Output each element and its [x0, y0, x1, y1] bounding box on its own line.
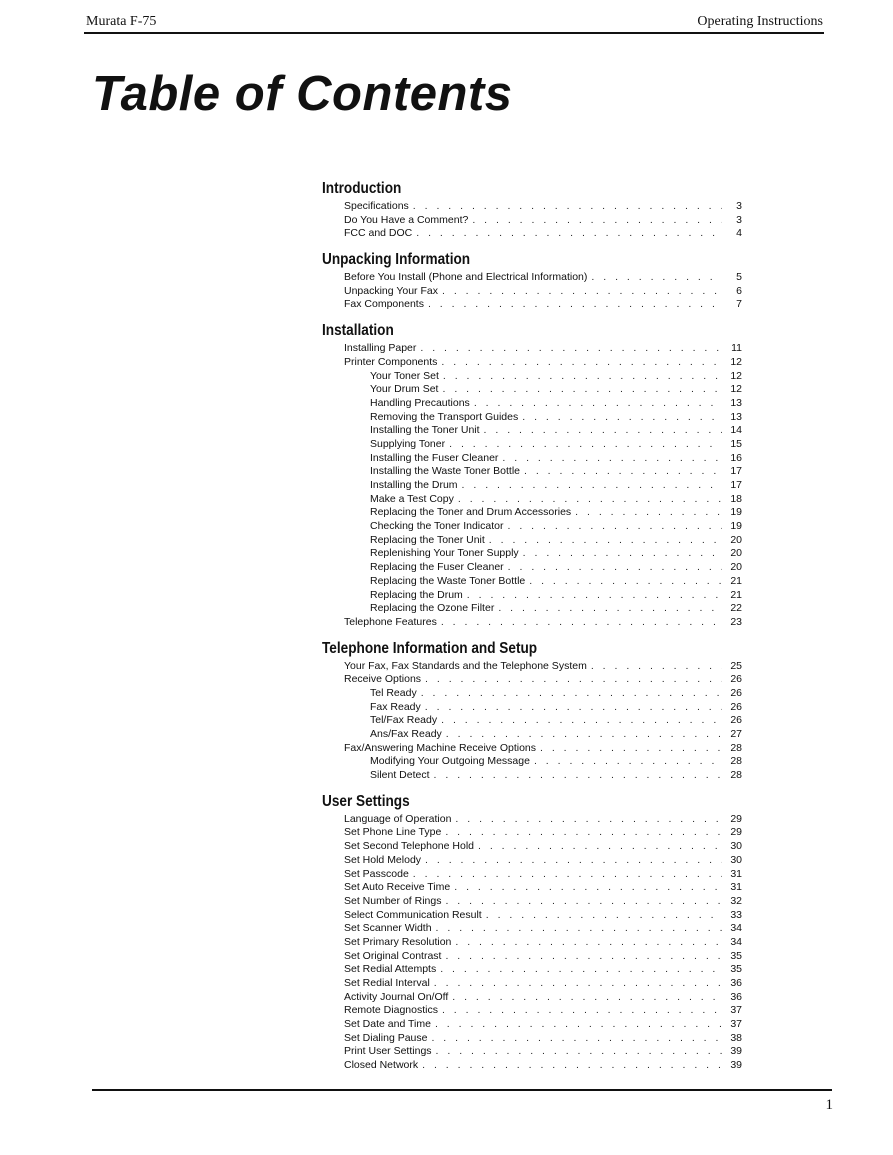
toc-entry-page: 3	[736, 200, 742, 212]
toc-entry-label: Set Passcode	[344, 867, 409, 880]
toc-entry[interactable]	[322, 714, 742, 728]
toc-entry-label: Supplying Toner	[370, 437, 446, 450]
toc-entry-page: 25	[730, 659, 742, 672]
toc-entry-page: 37	[730, 1018, 742, 1031]
toc-entry[interactable]	[322, 977, 742, 991]
toc-entry-label: Handling Precautions	[370, 396, 470, 409]
dot-leader	[443, 370, 722, 384]
dot-leader	[472, 214, 722, 228]
dot-leader	[452, 991, 722, 1005]
toc-entry-page: 7	[736, 298, 742, 311]
toc-entry[interactable]	[322, 936, 742, 950]
toc-entry-page: 18	[730, 492, 742, 505]
dot-leader	[441, 356, 722, 370]
toc-entry-page: 29	[730, 826, 742, 839]
dot-leader	[449, 438, 722, 452]
toc-entry-page: 23	[730, 615, 742, 628]
toc-entry[interactable]	[322, 840, 742, 854]
toc-entry-label: Installing the Waste Toner Bottle	[370, 465, 520, 478]
toc-entry[interactable]	[322, 214, 742, 228]
toc-entry[interactable]	[322, 534, 742, 548]
toc-section	[322, 638, 742, 783]
toc-entry-label: Make a Test Copy	[370, 492, 454, 505]
toc-entry-page: 34	[730, 935, 742, 948]
toc-entry-page: 30	[730, 840, 742, 853]
dot-leader	[442, 1004, 722, 1018]
toc-entry-page: 36	[730, 977, 742, 989]
dot-leader	[434, 977, 722, 991]
toc-entry-label: Fax Components	[344, 298, 424, 311]
toc-entry-label: Installing the Drum	[370, 479, 458, 491]
toc-entry-label: Set Original Contrast	[344, 949, 442, 962]
toc-entry-label: Replacing the Waste Toner Bottle	[370, 574, 526, 587]
toc-entry-page: 26	[730, 714, 742, 727]
dot-leader	[440, 963, 722, 977]
toc-entry[interactable]	[322, 561, 742, 575]
toc-entry[interactable]	[322, 452, 742, 466]
dot-leader	[523, 547, 722, 561]
toc-entry-label: Replacing the Drum	[370, 588, 463, 601]
toc-entry-page: 38	[730, 1031, 742, 1044]
dot-leader	[508, 561, 722, 575]
toc-entry[interactable]	[322, 285, 742, 299]
dot-leader	[507, 520, 722, 534]
toc-entry[interactable]	[322, 424, 742, 438]
dot-leader	[575, 506, 722, 520]
toc-entry[interactable]	[322, 227, 742, 241]
toc-entry[interactable]	[322, 991, 742, 1005]
dot-leader	[484, 424, 722, 438]
toc-entry-page: 36	[730, 990, 742, 1003]
dot-leader	[529, 575, 722, 589]
toc-entry[interactable]	[322, 547, 742, 561]
toc-entry-label: Ans/Fax Ready	[370, 728, 442, 740]
toc-entry[interactable]	[322, 342, 742, 356]
dot-leader	[458, 493, 722, 507]
toc-entry-page: 6	[736, 284, 742, 297]
toc-entry-page: 12	[730, 383, 742, 396]
toc-entry[interactable]	[322, 922, 742, 936]
toc-entry-page: 15	[730, 437, 742, 450]
toc-entry[interactable]	[322, 356, 742, 370]
toc-entry-label: Set Hold Melody	[344, 853, 422, 866]
toc-entry-page: 30	[730, 853, 742, 866]
toc-entry-label: Set Redial Attempts	[344, 963, 437, 976]
dot-leader	[413, 200, 722, 214]
toc-entry-label: Printer Components	[344, 355, 438, 368]
toc-entry-label: Replacing the Fuser Cleaner	[370, 561, 504, 574]
toc-entry-label: FCC and DOC	[344, 227, 413, 240]
section-heading: Unpacking Information	[322, 251, 471, 269]
toc-entry[interactable]	[322, 465, 742, 479]
page-number: 1	[825, 1097, 833, 1113]
toc-entry-page: 12	[730, 355, 742, 368]
toc-entry[interactable]	[322, 854, 742, 868]
dot-leader	[435, 1018, 722, 1032]
toc-entry-label: Closed Network	[344, 1059, 419, 1072]
toc-entry-label: Before You Install (Phone and Electrical Information)	[344, 271, 588, 284]
toc-entry-label: Tel Ready	[370, 686, 417, 699]
dot-leader	[540, 742, 722, 756]
toc-entry[interactable]	[322, 589, 742, 603]
toc-entry[interactable]	[322, 826, 742, 840]
toc-entry-label: Set Redial Interval	[344, 977, 430, 989]
toc-entry-page: 29	[730, 812, 742, 825]
toc-entry[interactable]	[322, 411, 742, 425]
toc-entry[interactable]	[322, 298, 742, 312]
toc-entry-label: Set Phone Line Type	[344, 826, 442, 839]
toc-section	[322, 791, 742, 1073]
table-of-contents	[322, 178, 742, 1073]
toc-entry-label: Fax Ready	[370, 700, 421, 713]
toc-entry[interactable]	[322, 687, 742, 701]
toc-entry-page: 5	[736, 271, 742, 284]
toc-entry-label: Installing the Fuser Cleaner	[370, 451, 499, 464]
toc-entry-page: 39	[730, 1059, 742, 1072]
dot-leader	[478, 840, 722, 854]
toc-section	[322, 320, 742, 629]
toc-entry-label: Unpacking Your Fax	[344, 284, 438, 297]
toc-entry[interactable]	[322, 813, 742, 827]
dot-leader	[489, 534, 722, 548]
toc-entry[interactable]	[322, 1004, 742, 1018]
toc-entry[interactable]	[322, 602, 742, 616]
dot-leader	[436, 1045, 722, 1059]
toc-entry[interactable]	[322, 575, 742, 589]
toc-entry[interactable]	[322, 755, 742, 769]
dot-leader	[498, 602, 722, 616]
toc-entry-page: 28	[730, 755, 742, 768]
page-title: Table of Contents	[92, 67, 513, 121]
toc-entry-label: Silent Detect	[370, 769, 430, 782]
toc-entry-page: 28	[730, 741, 742, 754]
toc-entry-page: 19	[730, 520, 742, 533]
toc-entry-label: Modifying Your Outgoing Message	[370, 755, 530, 768]
dot-leader	[445, 950, 722, 964]
dot-leader	[524, 465, 722, 479]
toc-entry-page: 37	[730, 1004, 742, 1017]
dot-leader	[502, 452, 722, 466]
toc-entry-page: 32	[730, 894, 742, 907]
toc-entry-page: 39	[730, 1045, 742, 1058]
dot-leader	[421, 687, 722, 701]
toc-entry-label: Your Toner Set	[370, 369, 439, 382]
toc-entry[interactable]	[322, 397, 742, 411]
dot-leader	[534, 755, 722, 769]
toc-entry-label: Fax/Answering Machine Receive Options	[344, 741, 537, 754]
dot-leader	[486, 909, 722, 923]
toc-entry[interactable]	[322, 506, 742, 520]
toc-entry[interactable]	[322, 493, 742, 507]
dot-leader	[420, 342, 722, 356]
section-heading: Installation	[322, 322, 394, 340]
dot-leader	[454, 881, 722, 895]
toc-entry[interactable]	[322, 1032, 742, 1046]
toc-entry-page: 13	[730, 396, 742, 409]
toc-entry-page: 11	[731, 342, 742, 355]
toc-entry[interactable]	[322, 742, 742, 756]
dot-leader	[436, 922, 722, 936]
toc-entry[interactable]	[322, 895, 742, 909]
dot-leader	[441, 616, 722, 630]
toc-entry-page: 34	[730, 922, 742, 935]
toc-entry-label: Your Fax, Fax Standards and the Telephone System	[344, 659, 587, 672]
toc-entry-page: 27	[730, 728, 742, 740]
dot-leader	[425, 701, 722, 715]
toc-entry[interactable]	[322, 728, 742, 742]
toc-entry-label: Remote Diagnostics	[344, 1004, 438, 1017]
toc-entry[interactable]	[322, 438, 742, 452]
header-rule	[84, 32, 824, 34]
toc-entry-label: Set Second Telephone Hold	[344, 840, 474, 853]
toc-entry-label: Installing Paper	[344, 342, 417, 355]
toc-entry[interactable]	[322, 383, 742, 397]
toc-entry-page: 26	[730, 700, 742, 713]
toc-entry-page: 31	[730, 867, 742, 880]
dot-leader	[467, 589, 722, 603]
toc-entry[interactable]	[322, 200, 742, 214]
toc-entry-page: 22	[730, 602, 742, 615]
toc-entry[interactable]	[322, 963, 742, 977]
toc-entry[interactable]	[322, 673, 742, 687]
toc-entry[interactable]	[322, 881, 742, 895]
toc-entry-label: Replacing the Toner and Drum Accessories	[370, 506, 572, 519]
running-header-right: Operating Instructions	[697, 14, 823, 29]
dot-leader	[425, 673, 722, 687]
toc-entry-label: Set Date and Time	[344, 1018, 431, 1031]
toc-entry-page: 33	[730, 908, 742, 921]
dot-leader	[425, 854, 722, 868]
toc-entry-page: 17	[730, 479, 742, 491]
dot-leader	[441, 714, 722, 728]
dot-leader	[428, 298, 722, 312]
dot-leader	[591, 271, 722, 285]
dot-leader	[591, 660, 722, 674]
toc-entry-page: 17	[730, 465, 742, 478]
toc-entry[interactable]	[322, 769, 742, 783]
toc-entry[interactable]	[322, 950, 742, 964]
toc-entry[interactable]	[322, 660, 742, 674]
toc-entry-label: Language of Operation	[344, 812, 452, 825]
toc-entry[interactable]	[322, 701, 742, 715]
toc-entry-page: 20	[730, 533, 742, 546]
toc-entry-label: Receive Options	[344, 673, 422, 686]
toc-entry[interactable]	[322, 616, 742, 630]
toc-entry[interactable]	[322, 909, 742, 923]
dot-leader	[445, 895, 722, 909]
toc-entry-page: 21	[730, 574, 742, 587]
toc-section	[322, 178, 742, 241]
toc-entry-page: 16	[730, 451, 742, 464]
toc-entry-label: Specifications	[344, 200, 409, 212]
dot-leader	[455, 936, 722, 950]
toc-entry-page: 21	[730, 588, 742, 601]
toc-entry-label: Set Primary Resolution	[344, 935, 452, 948]
toc-entry-label: Replacing the Ozone Filter	[370, 602, 495, 615]
toc-entry[interactable]	[322, 271, 742, 285]
dot-leader	[416, 227, 722, 241]
toc-entry[interactable]	[322, 520, 742, 534]
toc-entry-label: Installing the Toner Unit	[370, 424, 480, 437]
dot-leader	[446, 728, 722, 742]
dot-leader	[442, 383, 722, 397]
toc-entry-page: 20	[730, 547, 742, 560]
toc-entry-label: Activity Journal On/Off	[344, 990, 449, 1003]
toc-entry-label: Do You Have a Comment?	[344, 213, 469, 226]
running-header-left: Murata F-75	[86, 14, 157, 29]
toc-entry-page: 19	[730, 506, 742, 519]
toc-entry-label: Set Scanner Width	[344, 922, 432, 935]
dot-leader	[431, 1032, 722, 1046]
toc-entry-label: Replenishing Your Toner Supply	[370, 547, 519, 560]
dot-leader	[474, 397, 722, 411]
toc-section	[322, 249, 742, 312]
toc-entry[interactable]	[322, 1045, 742, 1059]
toc-entry[interactable]	[322, 1018, 742, 1032]
toc-entry-label: Set Number of Rings	[344, 894, 442, 907]
dot-leader	[455, 813, 722, 827]
toc-entry[interactable]	[322, 868, 742, 882]
dot-leader	[445, 826, 722, 840]
dot-leader	[462, 479, 722, 493]
toc-entry-page: 3	[736, 213, 742, 226]
toc-entry-label: Your Drum Set	[370, 383, 439, 396]
dot-leader	[522, 411, 722, 425]
toc-entry-page: 26	[730, 686, 742, 699]
toc-entry-label: Removing the Transport Guides	[370, 410, 519, 423]
toc-entry-page: 4	[736, 227, 742, 240]
toc-entry-page: 14	[730, 424, 742, 437]
toc-entry-label: Telephone Features	[344, 615, 437, 628]
section-heading: User Settings	[322, 792, 410, 810]
toc-entry-label: Set Auto Receive Time	[344, 881, 451, 894]
dot-leader	[422, 1059, 722, 1073]
toc-entry-label: Checking the Toner Indicator	[370, 520, 504, 533]
toc-entry-page: 12	[730, 369, 742, 382]
toc-entry-page: 13	[730, 410, 742, 423]
toc-entry-page: 20	[730, 561, 742, 574]
toc-entry-label: Select Communication Result	[344, 908, 482, 921]
toc-entry-label: Tel/Fax Ready	[370, 714, 438, 727]
toc-entry-page: 26	[730, 673, 742, 686]
toc-entry-page: 31	[730, 881, 742, 894]
section-heading: Telephone Information and Setup	[322, 639, 538, 657]
section-heading: Introduction	[322, 180, 402, 197]
toc-entry-label: Print User Settings	[344, 1045, 432, 1058]
toc-entry[interactable]	[322, 1059, 742, 1073]
toc-entry-page: 28	[730, 769, 742, 782]
dot-leader	[434, 769, 722, 783]
dot-leader	[413, 868, 722, 882]
toc-entry[interactable]	[322, 370, 742, 384]
footer-rule	[92, 1089, 832, 1091]
toc-entry-label: Replacing the Toner Unit	[370, 533, 485, 546]
toc-entry-page: 35	[730, 949, 742, 962]
toc-entry[interactable]	[322, 479, 742, 493]
toc-entry-label: Set Dialing Pause	[344, 1031, 428, 1044]
toc-entry-page: 35	[730, 963, 742, 976]
dot-leader	[442, 285, 722, 299]
